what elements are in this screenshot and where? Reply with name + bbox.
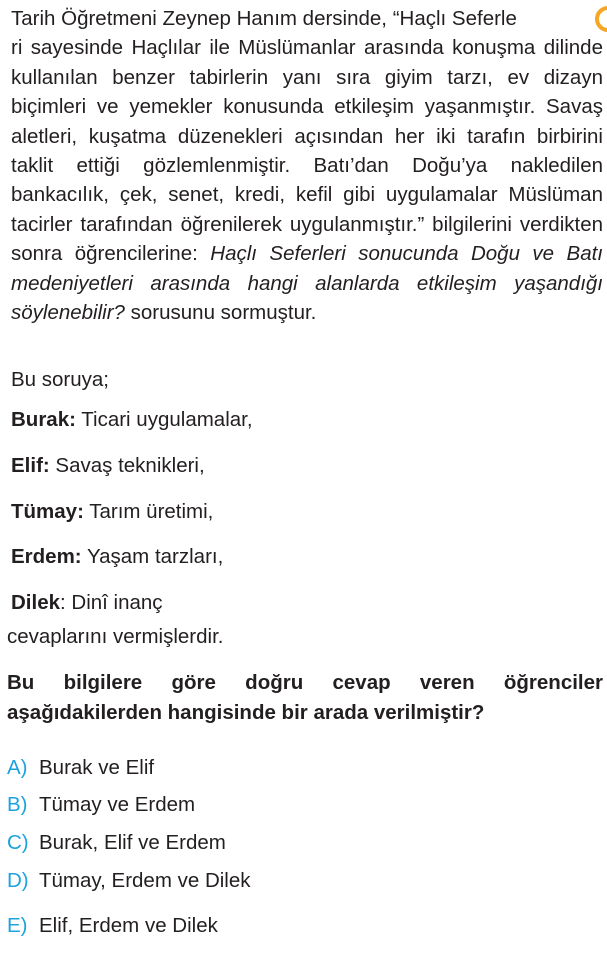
option-text: Tümay ve Erdem xyxy=(39,793,196,816)
option-text: Burak, Elif ve Erdem xyxy=(39,831,226,854)
student-answer: Savaş teknikleri, xyxy=(49,454,205,477)
intro-text: Bu soruya; xyxy=(11,368,109,391)
passage xyxy=(11,4,603,327)
option-letter: E) xyxy=(7,914,28,937)
student-answer: Yaşam tarzları, xyxy=(81,545,224,568)
option-letter: C) xyxy=(7,831,29,854)
question-stem: Bu bilgilere göre doğru cevap veren öğrenciler aşağıdakilerden hangisinde bir arada verilmiştir? xyxy=(7,671,603,724)
passage-tail: sorusunu sormuştur. xyxy=(124,301,317,325)
answer-dilek xyxy=(11,589,163,617)
student-name: Tümay: xyxy=(11,500,84,523)
passage-body: ri sayesinde Haçlılar ile Müslümanlar arasında konuşma dilinde kullanılan benzer tabirlerin yanı sıra giyim tarzı, ev dizayn biçimleri ve yemekler konusunda etkileşim yaşanmıştır. Savaş aletleri, kuşatma düzenekleri açısından her iki tarafın birbirini taklit ettiği gözlemlenmiştir. Batı’dan Doğu’ya nakledilen bankacılık, çek, senet, kredi, kefil gibi uygulamalar Müslüman tacirler tarafından öğrenilerek uygulanmıştır.” bilgilerini verdikten sonra öğrencilerine: xyxy=(11,36,603,266)
passage-first-line: Tarih Öğretmeni Zeynep Hanım dersinde, “Haçlı Seferle xyxy=(11,7,517,30)
student-name: Burak: xyxy=(11,408,76,431)
option-text: Burak ve Elif xyxy=(39,756,155,779)
student-answer: Ticari uygulamalar, xyxy=(75,408,253,431)
answer-erdem xyxy=(11,543,223,571)
answer-elif xyxy=(11,452,205,480)
student-name: Elif: xyxy=(11,454,50,477)
student-answer: Tarım üretimi, xyxy=(83,500,214,523)
option-text: Tümay, Erdem ve Dilek xyxy=(39,869,251,892)
option-letter: A) xyxy=(7,756,28,779)
answer-tumay xyxy=(11,498,213,526)
option-e[interactable] xyxy=(7,912,218,940)
student-answer: : Dinî inanç xyxy=(60,591,163,614)
student-name: Erdem: xyxy=(11,545,82,568)
option-a[interactable] xyxy=(7,754,154,782)
option-text: Elif, Erdem ve Dilek xyxy=(39,914,218,937)
option-d[interactable] xyxy=(7,867,251,895)
passage-question-italic: Haçlı Seferleri sonucunda Doğu ve Batı medeniyetleri arasında hangi alanlarda etkileşim yaşandığı söylenebilir? xyxy=(11,242,603,325)
option-letter: B) xyxy=(7,793,28,816)
option-letter: D) xyxy=(7,869,29,892)
option-b[interactable] xyxy=(7,791,195,819)
option-c[interactable] xyxy=(7,829,226,857)
closing-text: cevaplarını vermişlerdir. xyxy=(7,625,224,648)
student-name: Dilek xyxy=(11,591,60,614)
answer-burak xyxy=(11,406,253,434)
